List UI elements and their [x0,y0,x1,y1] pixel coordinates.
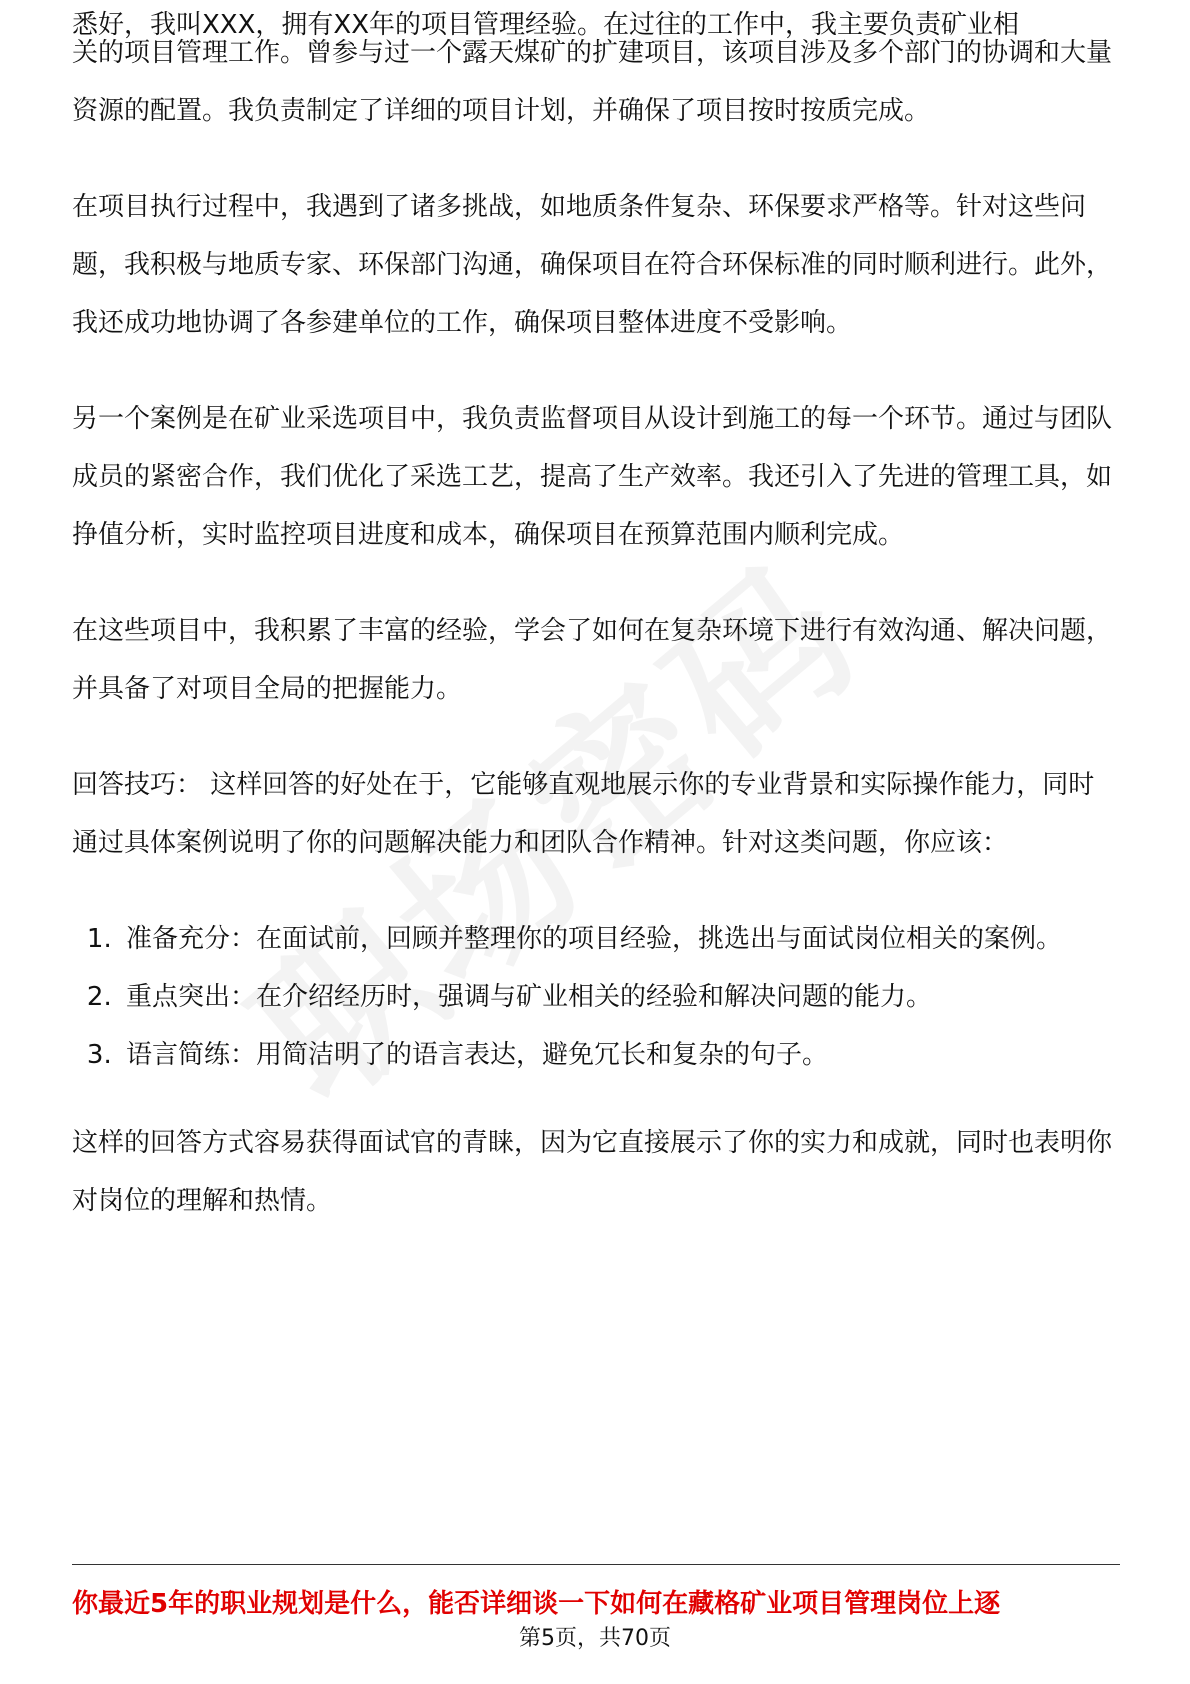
answer-body [72,10,1120,1268]
tips-list [72,910,1120,1084]
paragraph-second-case: 另一个案例是在矿业采选项目中，我负责监督项目从设计到施工的每一个环节。通过与团队成员的紧密合作，我们优化了采选工艺，提高了生产效率。我还引入了先进的管理工具，如挣值分析，实时监控项目进度和成本，确保项目在预算范围内顺利完成。 [72,404,1113,550]
paragraph-challenges: 在项目执行过程中，我遇到了诸多挑战，如地质条件复杂、环保要求严格等。针对这些问题，我积极与地质专家、环保部门沟通，确保项目在符合环保标准的同时顺利进行。此外，我还成功地协调了各参建单位的工作，确保项目整体进度不受影响。 [72,192,1113,338]
section-divider [72,1564,1120,1565]
paragraph-answer-tips: 回答技巧： 这样回答的好处在于，它能够直观地展示你的专业背景和实际操作能力，同时通过具体案例说明了你的问题解决能力和团队合作精神。针对这类问题，你应该： [72,770,1095,858]
tip-item: 2. 重点突出：在介绍经历时，强调与矿业相关的经验和解决问题的能力。 [120,968,1120,1026]
next-question-heading: 你最近5年的职业规划是什么，能否详细谈一下如何在藏格矿业项目管理岗位上逐 [72,1589,1001,1619]
tip-item: 1. 准备充分：在面试前，回顾并整理你的项目经验，挑选出与面试岗位相关的案例。 [120,910,1120,968]
paragraph-project-experience: 关的项目管理工作。曾参与过一个露天煤矿的扩建项目，该项目涉及多个部门的协调和大量资源的配置。我负责制定了详细的项目计划，并确保了项目按时按质完成。 [72,38,1113,126]
tip-item: 3. 语言简练：用简洁明了的语言表达，避免冗长和复杂的句子。 [120,1026,1120,1084]
paragraph-summary: 在这些项目中，我积累了丰富的经验，学会了如何在复杂环境下进行有效沟通、解决问题，并具备了对项目全局的把握能力。 [72,616,1113,704]
clipped-top-line [72,0,1120,40]
paragraph-conclusion: 这样的回答方式容易获得面试官的青睐，因为它直接展示了你的实力和成就，同时也表明你对岗位的理解和热情。 [72,1128,1113,1216]
page-number: 第5页，共70页 [519,1626,671,1651]
clipped-top-text: 悉好，我叫XXX，拥有XX年的项目管理经验。在过往的工作中，我主要负责矿业相 [72,10,1020,40]
